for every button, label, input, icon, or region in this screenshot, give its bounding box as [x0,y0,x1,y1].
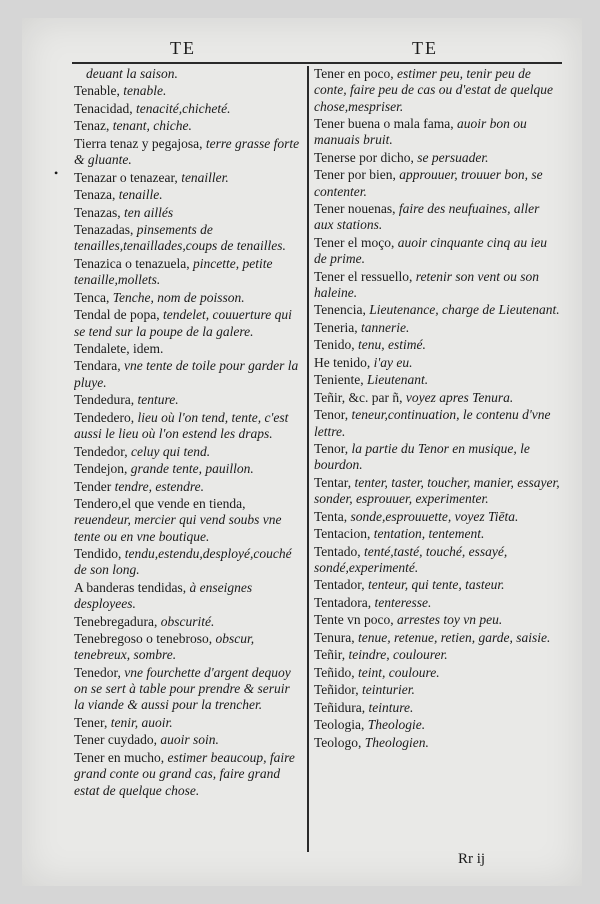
entry-headword: Tener, [74,714,111,730]
entry-translation: voyez apres Tenura. [405,389,514,405]
entry-translation: tenu, estimé. [358,337,426,353]
entry-translation: tenture. [137,392,179,408]
entry-translation: i'ay eu. [373,354,413,370]
header-rule [72,62,562,64]
entry-translation: grande tente, pauillon. [130,461,254,477]
entry-headword: Tendara, [74,358,125,374]
entry-translation: tendu,estendu,desployé,couché de son long. [74,546,292,578]
entry-headword: Tener cuydado, [74,732,161,748]
entry-headword: Tendero,el que vende en tienda, [74,495,246,511]
entry-headword: Tendedor, [74,443,131,459]
entry-headword: Tenca, [74,289,113,305]
entry-translation: tenté,tasté, touché, essayé, sondé,experimenté. [314,543,508,575]
dictionary-entry [314,235,562,268]
entry-headword: Tener en mucho, [74,749,168,765]
entry-translation: se persuader. [417,149,489,165]
dictionary-entry [314,612,562,628]
dictionary-entry [74,205,300,221]
entry-headword: Tentador, [314,577,368,593]
left-column [74,66,300,846]
entry-translation: tenteur, qui tente, tasteur. [368,577,505,593]
entry-headword: Tenor, [314,441,352,457]
entry-translation: estimer peu, tenir peu de conte, faire peu de cas ou d'estat de quelque chose,mespriser. [314,66,553,114]
dictionary-entry [314,595,562,611]
entry-headword: Tener por bien, [314,167,400,183]
entry-translation: Theologien. [364,734,429,750]
entry-headword: Tente vn poco, [314,612,398,628]
dictionary-entry [74,496,300,545]
dictionary-entry [74,715,300,731]
entry-translation: lieu où l'on tend, tente, c'est aussi le lieu où l'on estend les draps. [74,409,289,442]
entry-headword: Tendalete, idem. [74,341,164,356]
signature-mark: Rr ij [458,851,486,867]
entry-headword: Tener el moço, [314,234,398,250]
dictionary-entry [74,444,300,460]
dictionary-entry [314,475,562,508]
dictionary-entry [314,717,562,733]
entry-headword: Teñido, [314,664,359,680]
entry-headword: Tenazadas, [74,222,137,238]
entry-translation: Theologie. [367,717,426,733]
entry-headword: Teñidura, [314,699,369,715]
right-column [314,66,562,846]
entry-translation: tendelet, couuerture qui se tend sur la poupe de la galere. [74,307,292,339]
dictionary-entry [74,358,300,391]
entry-translation: tenter, taster, toucher, manier, essayer, sonder, esprouuer, experimenter. [314,474,560,507]
entry-headword: Tendedura, [74,392,138,408]
entry-headword: Tenazas, [74,204,125,220]
dictionary-entry [74,118,300,134]
entry-translation: reuendeur, mercier qui vend soubs vne tente ou en vne boutique. [74,512,282,544]
entry-headword: A banderas tendidas, [74,579,190,595]
dictionary-entry [74,750,300,799]
entry-translation: teneur,continuation, le contenu d'vne lettre. [314,407,551,439]
entry-headword: Teñir, &c. par ñ, [314,389,406,405]
entry-headword: Tenable, [74,83,124,99]
dictionary-entry [314,700,562,716]
entry-translation: terre grasse forte & gluante. [74,135,300,168]
dictionary-entry [314,682,562,698]
entry-headword: Tentar, [314,474,355,490]
entry-headword: Tenido, [314,337,359,353]
entry-translation: faire des neufuaines, aller aux stations. [314,201,540,233]
dictionary-entry [74,631,300,664]
dictionary-entry [314,509,562,525]
running-head-right: TE [412,38,438,58]
entry-translation: teindre, coulourer. [348,647,448,663]
entry-headword: Tenor, [314,407,352,423]
entry-headword: Tierra tenaz y pegajosa, [74,135,206,151]
dictionary-entry [314,167,562,200]
dictionary-entry [314,390,562,406]
entry-translation: teint, couloure. [358,664,440,680]
entry-headword: Tenura, [314,629,359,645]
entry-translation: tenacité,chicheté. [136,100,231,116]
dictionary-entry [74,665,300,714]
dictionary-entry [314,337,562,353]
dictionary-entry [314,150,562,166]
dictionary-entry [74,732,300,748]
entry-translation: tenir, auoir. [110,714,173,730]
entry-headword: Tenebregadura, [74,613,161,629]
entry-translation: estimer beaucoup, faire grand conte ou grand cas, faire grand estat de quelque chose. [74,749,295,798]
entry-headword: Tenencia, [314,302,370,318]
dictionary-entry [314,66,562,115]
dictionary-entry [314,201,562,234]
entry-translation: ten aillés [124,204,174,220]
dictionary-entry [74,83,300,99]
entry-translation: vne tente de toile pour garder la pluye. [74,358,299,390]
entry-headword: Tendal de popa, [74,307,164,323]
entry-translation: teinturier. [362,682,415,698]
entry-translation: teinture. [368,699,414,715]
dictionary-entry [74,66,300,82]
entry-headword: Tener en poco, [314,66,398,81]
dictionary-entry [314,526,562,542]
entry-translation: pincette, petite tenaille,mollets. [74,255,273,288]
dictionary-entry [314,302,562,318]
entry-translation: tendre, estendre. [114,478,205,494]
dictionary-entry [314,355,562,371]
entry-translation: tentation, tentement. [373,526,485,542]
entry-headword: Tenazar o tenazear, [74,169,182,185]
entry-headword: Tenacidad, [74,100,137,116]
entry-headword: Tenaza, [74,187,119,203]
book-page [22,18,582,886]
dictionary-entry [314,407,562,440]
entry-headword: He tenido, [314,354,374,370]
dictionary-entry [74,546,300,579]
dictionary-entry [74,256,300,289]
entry-translation: pinsements de tenailles,tenaillades,coups de tenailles. [74,222,286,254]
entry-headword: Tenazica o tenazuela, [74,255,193,271]
entry-headword: Teniente, [314,372,368,388]
entry-headword: Tenebregoso o tenebroso, [74,631,216,647]
entry-translation: celuy qui tend. [131,443,211,459]
entry-headword: Teñidor, [314,682,363,698]
entry-translation: tenable. [123,83,167,99]
entry-headword: Tendejon, [74,461,131,477]
entry-translation: tenant, chiche. [112,118,192,134]
column-divider [307,66,309,852]
entry-translation: auoir bon ou manuais bruit. [314,116,527,148]
running-head-left: TE [170,38,196,58]
dictionary-entry [74,410,300,443]
entry-headword: Tenaz, [74,118,113,134]
dictionary-entry [74,461,300,477]
entry-headword: Tenerse por dicho, [314,149,418,165]
dictionary-entry [314,735,562,751]
dictionary-entry [314,577,562,593]
entry-translation: à enseignes desployees. [74,579,253,612]
dictionary-entry [314,320,562,336]
entry-translation: obscurité. [160,613,215,629]
margin-mark: • [54,166,59,180]
entry-translation: tenaille. [118,187,163,203]
entry-translation: tannerie. [361,319,410,335]
dictionary-entry [74,290,300,306]
entry-translation: la partie du Tenor en musique, le bourdon. [314,441,530,473]
entry-headword: Teñir, [314,647,349,663]
entry-translation: tenailler. [181,169,229,185]
entry-translation: Lieutenant. [367,372,429,388]
dictionary-entry [314,116,562,149]
entry-headword: Tendedero, [74,409,138,425]
dictionary-entry [74,187,300,203]
dictionary-entry [74,222,300,255]
entry-headword: Tener buena o mala fama, [314,116,457,132]
entry-headword: Tenedor, [74,664,125,680]
dictionary-entry [74,392,300,408]
entry-headword: Tendido, [74,546,125,562]
entry-translation: tenteresse. [374,594,432,610]
entry-translation: sonde,esprouuette, voyez Tiēta. [350,508,519,524]
dictionary-entry [314,665,562,681]
entry-translation: Tenche, nom de poisson. [112,289,245,305]
entry-headword: Tentado, [314,543,365,559]
dictionary-entry [74,170,300,186]
entry-headword: Teologo, [314,734,365,750]
entry-translation: auoir soin. [160,732,219,748]
dictionary-entry [74,614,300,630]
entry-translation: approuuer, trouuer bon, se contenter. [314,167,543,199]
dictionary-entry [74,136,300,169]
entry-translation: auoir cinquante cinq au ieu de prime. [314,234,548,267]
dictionary-entry [314,441,562,474]
dictionary-entry [74,307,300,340]
dictionary-entry [74,479,300,495]
entry-translation: retenir son vent ou son haleine. [314,268,539,300]
dictionary-entry [314,269,562,302]
entry-translation: vne fourchette d'argent dequoy on se sert à table pour prendre & seruir la viande & aussi pour la trencher. [74,664,291,713]
entry-headword: Tentadora, [314,594,375,610]
entry-headword: Tender [74,478,115,494]
entry-headword: Tener nouenas, [314,201,399,217]
entry-headword: Teologia, [314,717,368,733]
dictionary-entry [314,630,562,646]
entry-headword: Tentacion, [314,526,374,542]
entry-translation: deuant la saison. [86,66,178,81]
entry-translation: arrestes toy vn peu. [397,612,503,628]
dictionary-entry [74,341,300,357]
entry-headword: Tener el ressuello, [314,268,416,284]
entry-translation: obscur, tenebreux, sombre. [74,631,255,663]
entry-headword: Teneria, [314,319,362,335]
entry-headword: Tenta, [314,508,351,524]
entry-translation: Lieutenance, charge de Lieutenant. [369,302,560,318]
dictionary-entry [74,580,300,613]
dictionary-entry [314,372,562,388]
dictionary-entry [314,544,562,577]
entry-translation: tenue, retenue, retien, garde, saisie. [358,629,551,645]
dictionary-entry [314,647,562,663]
dictionary-entry [74,101,300,117]
